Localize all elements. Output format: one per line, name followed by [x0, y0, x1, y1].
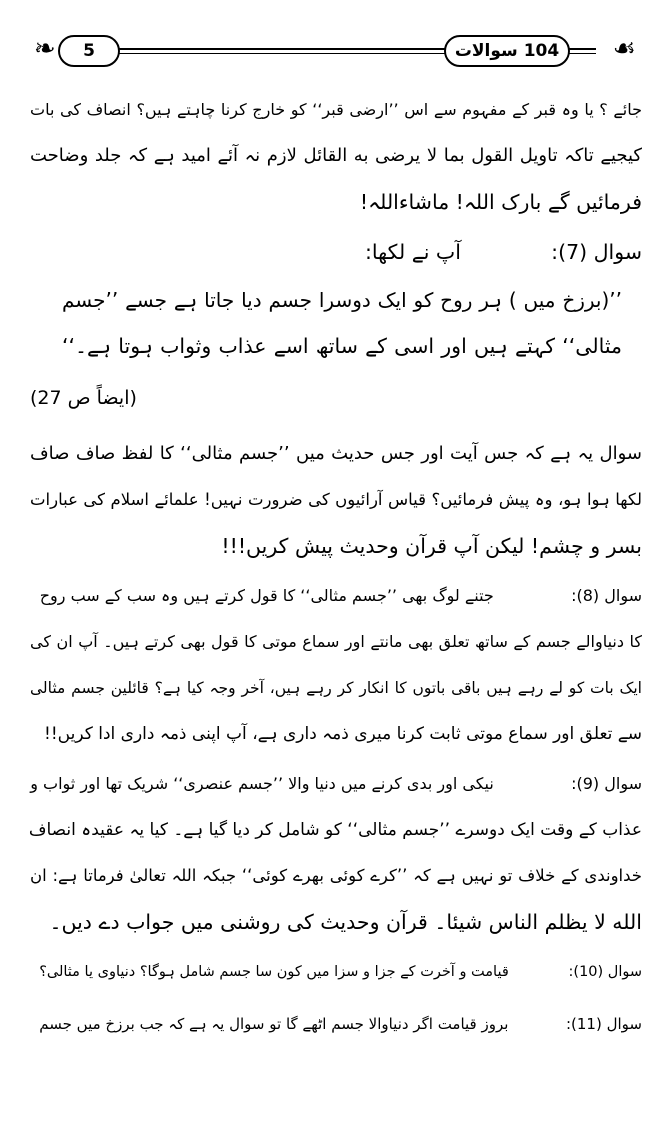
right-ornament-icon: ☙ [612, 34, 636, 64]
quote-line: مثالی‘‘ کہتے ہیں اور اسی کے ساتھ اسے عذاب وثواب ہوتا ہے۔‘‘ [62, 334, 622, 358]
text-line: خداوندی کے خلاف تو نہیں ہے کہ ’’کرے کوئی بھرے کوئی‘‘ جبکہ اللہ تعالیٰ فرماتا ہے: ان [30, 866, 642, 885]
reference [30, 376, 642, 420]
question-8-line [30, 574, 642, 618]
question-label: سوال (7): [551, 240, 642, 264]
question-label: سوال (10): [568, 964, 642, 980]
text-line: لکھا ہوا ہو، وہ پیش فرمائیں؟ قیاس آرائیوں کی ضرورت نہیں! علمائے اسلام کی عبارات [30, 490, 642, 509]
question-7-heading [30, 230, 642, 274]
question-label: سوال (8): [571, 586, 642, 605]
question-text: قیامت و آخرت کے جزا و سزا میں کون سا جسم شامل ہوگا؟ دنیاوی یا مثالی؟ [39, 964, 509, 980]
question-label: سوال (11): [565, 1015, 642, 1033]
left-ornament-icon: ❧ [34, 34, 56, 64]
reference-text: (ایضاً ص 27) [30, 387, 137, 409]
text-line: ایک بات کو لے رہے ہیں باقی باتوں کا انکار کر رہے ہیں، آخر وجہ کیا ہے؟ قائلین جسم مثالی [30, 679, 642, 697]
text-line: کیجیے تاکہ تاویل القول بما لا یرضی به القائل لازم نہ آئے امید ہے کہ جلد وضاحت [30, 145, 642, 166]
text-line: الله لا يظلم الناس شيئا۔ قرآن وحدیث کی روشنی میں جواب دے دیں۔ [49, 910, 642, 934]
text-line: فرمائیں گے بارک اللہ! ماشاءاللہ! [359, 190, 642, 214]
text-line: سے تعلق اور سماع موتی ثابت کرنا میری ذمہ داری ہے، آپ اپنی ذمہ داری ادا کریں!! [44, 724, 642, 744]
question-9-line [30, 762, 642, 806]
text-line: عذاب کے وقت ایک دوسرے ’’جسم مثالی‘‘ کو شامل کر دیا گیا ہے۔ کیا یہ عقیدہ انصاف [28, 820, 642, 840]
question-text: جتنے لوگ بھی ’’جسم مثالی‘‘ کا قول کرتے ہیں وہ سب کے سب روح [39, 586, 494, 605]
page-number: 5 [58, 35, 120, 67]
question-11-line [30, 1002, 642, 1046]
question-10-line [30, 950, 642, 994]
page-header [34, 28, 636, 76]
question-intro: آپ نے لکھا: [365, 240, 461, 264]
running-title: 104 سوالات [444, 35, 570, 67]
text-line: بسر و چشم! لیکن آپ قرآن وحدیث پیش کریں!!! [221, 534, 642, 558]
question-text: نیکی اور بدی کرنے میں دنیا والا ’’جسم عنصری‘‘ شریک تھا اور ثواب و [30, 774, 494, 793]
text-line: سوال یہ ہے کہ جس آیت اور جس حدیث میں ’’جسم مثالی‘‘ کا لفظ صاف صاف [30, 443, 642, 464]
question-label: سوال (9): [571, 774, 642, 793]
quote-line: ’’(برزخ میں ) ہر روح کو ایک دوسرا جسم دیا جاتا ہے جسے ’’جسم [62, 288, 622, 312]
text-line: جائے ؟ یا وہ قبر کے مفہوم سے اس ’’ارضی قبر‘‘ کو خارج کرنا چاہتے ہیں؟ انصاف کی بات [30, 100, 642, 119]
text-line: کا دنیاوالے جسم کے ساتھ تعلق بھی مانتے اور سماع موتی کا قول بھی کرتے ہیں۔ آپ ان کی [30, 632, 642, 651]
question-text: بروز قیامت اگر دنیاوالا جسم اٹھے گا تو سوال یہ ہے کہ جب برزخ میں جسم [39, 1015, 509, 1033]
